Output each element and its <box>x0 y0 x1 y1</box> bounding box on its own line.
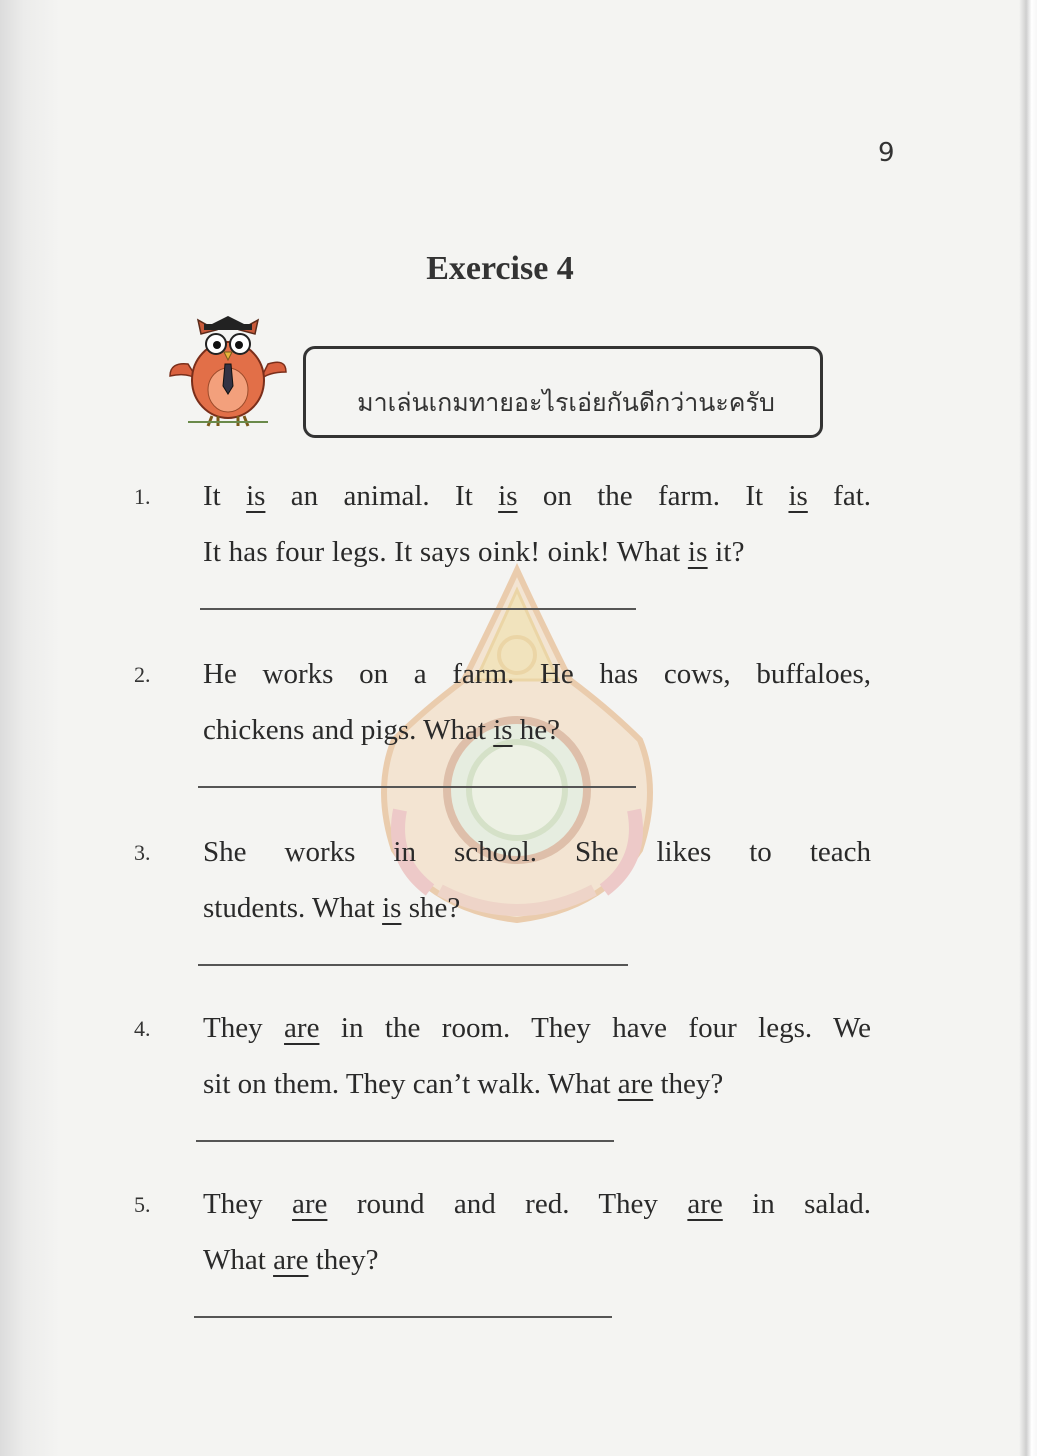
underlined-word: are <box>284 1012 320 1044</box>
answer-line[interactable] <box>194 1316 612 1318</box>
answer-line[interactable] <box>196 1140 614 1142</box>
question-text: She works in school. She likes to teach <box>203 836 871 868</box>
question-line <box>203 468 871 524</box>
question-line <box>203 824 871 880</box>
owl-icon <box>168 314 288 429</box>
question-text: he? <box>512 714 561 746</box>
question-text: round and red. They <box>327 1188 688 1220</box>
question-text: they? <box>653 1068 724 1100</box>
question-text: It has four legs. It says oink! oink! What <box>203 536 688 568</box>
underlined-word: are <box>273 1244 309 1276</box>
answer-line[interactable] <box>198 786 636 788</box>
question-text: They <box>203 1188 292 1220</box>
question-text: fat. <box>807 480 871 512</box>
question-text: on the farm. It <box>517 480 789 512</box>
answer-line[interactable] <box>198 964 628 966</box>
question-text: in the room. They have four legs. We <box>319 1012 871 1044</box>
speech-bubble <box>303 346 823 438</box>
question-text: They <box>203 1012 285 1044</box>
exercise-title: Exercise 4 <box>426 250 574 287</box>
question-line <box>203 524 871 580</box>
question-text: sit on them. They can’t walk. What <box>203 1068 618 1100</box>
underlined-word: is <box>498 480 518 512</box>
speech-bubble-text: มาเล่นเกมทายอะไรเอ่ยกันดีกว่านะครับ <box>357 388 775 417</box>
page-shadow <box>0 0 60 1456</box>
underlined-word: is <box>788 480 808 512</box>
question-number: 3. <box>134 840 151 865</box>
question-line <box>203 1232 871 1288</box>
page-edge <box>1019 0 1037 1456</box>
question-line <box>203 1176 871 1232</box>
underlined-word: are <box>292 1188 328 1220</box>
page-number: 9 <box>878 138 895 168</box>
question-text: What <box>203 1244 274 1276</box>
question-line <box>203 702 871 758</box>
underlined-word: is <box>493 714 513 746</box>
question-text: she? <box>401 892 461 924</box>
question-text: chickens and pigs. What <box>203 714 494 746</box>
question-number: 4. <box>134 1016 151 1041</box>
underlined-word: are <box>617 1068 654 1100</box>
question-text: it? <box>707 536 745 568</box>
underlined-word: is <box>382 892 402 924</box>
question-text: It <box>203 480 247 512</box>
question-text: in salad. <box>722 1188 871 1220</box>
question-line <box>203 1000 871 1056</box>
underlined-word: is <box>246 480 266 512</box>
question-line <box>203 1056 871 1112</box>
question-text: they? <box>308 1244 379 1276</box>
question-number: 5. <box>134 1192 151 1217</box>
answer-line[interactable] <box>200 608 636 610</box>
question-text: students. What <box>203 892 383 924</box>
question-text: He works on a farm. He has cows, buffaloes, <box>203 658 871 690</box>
question-line <box>203 880 871 936</box>
underlined-word: is <box>687 536 708 568</box>
question-number: 2. <box>134 662 151 687</box>
question-text: an animal. It <box>265 480 499 512</box>
question-number: 1. <box>134 484 151 509</box>
question-line <box>203 646 871 702</box>
underlined-word: are <box>687 1188 723 1220</box>
